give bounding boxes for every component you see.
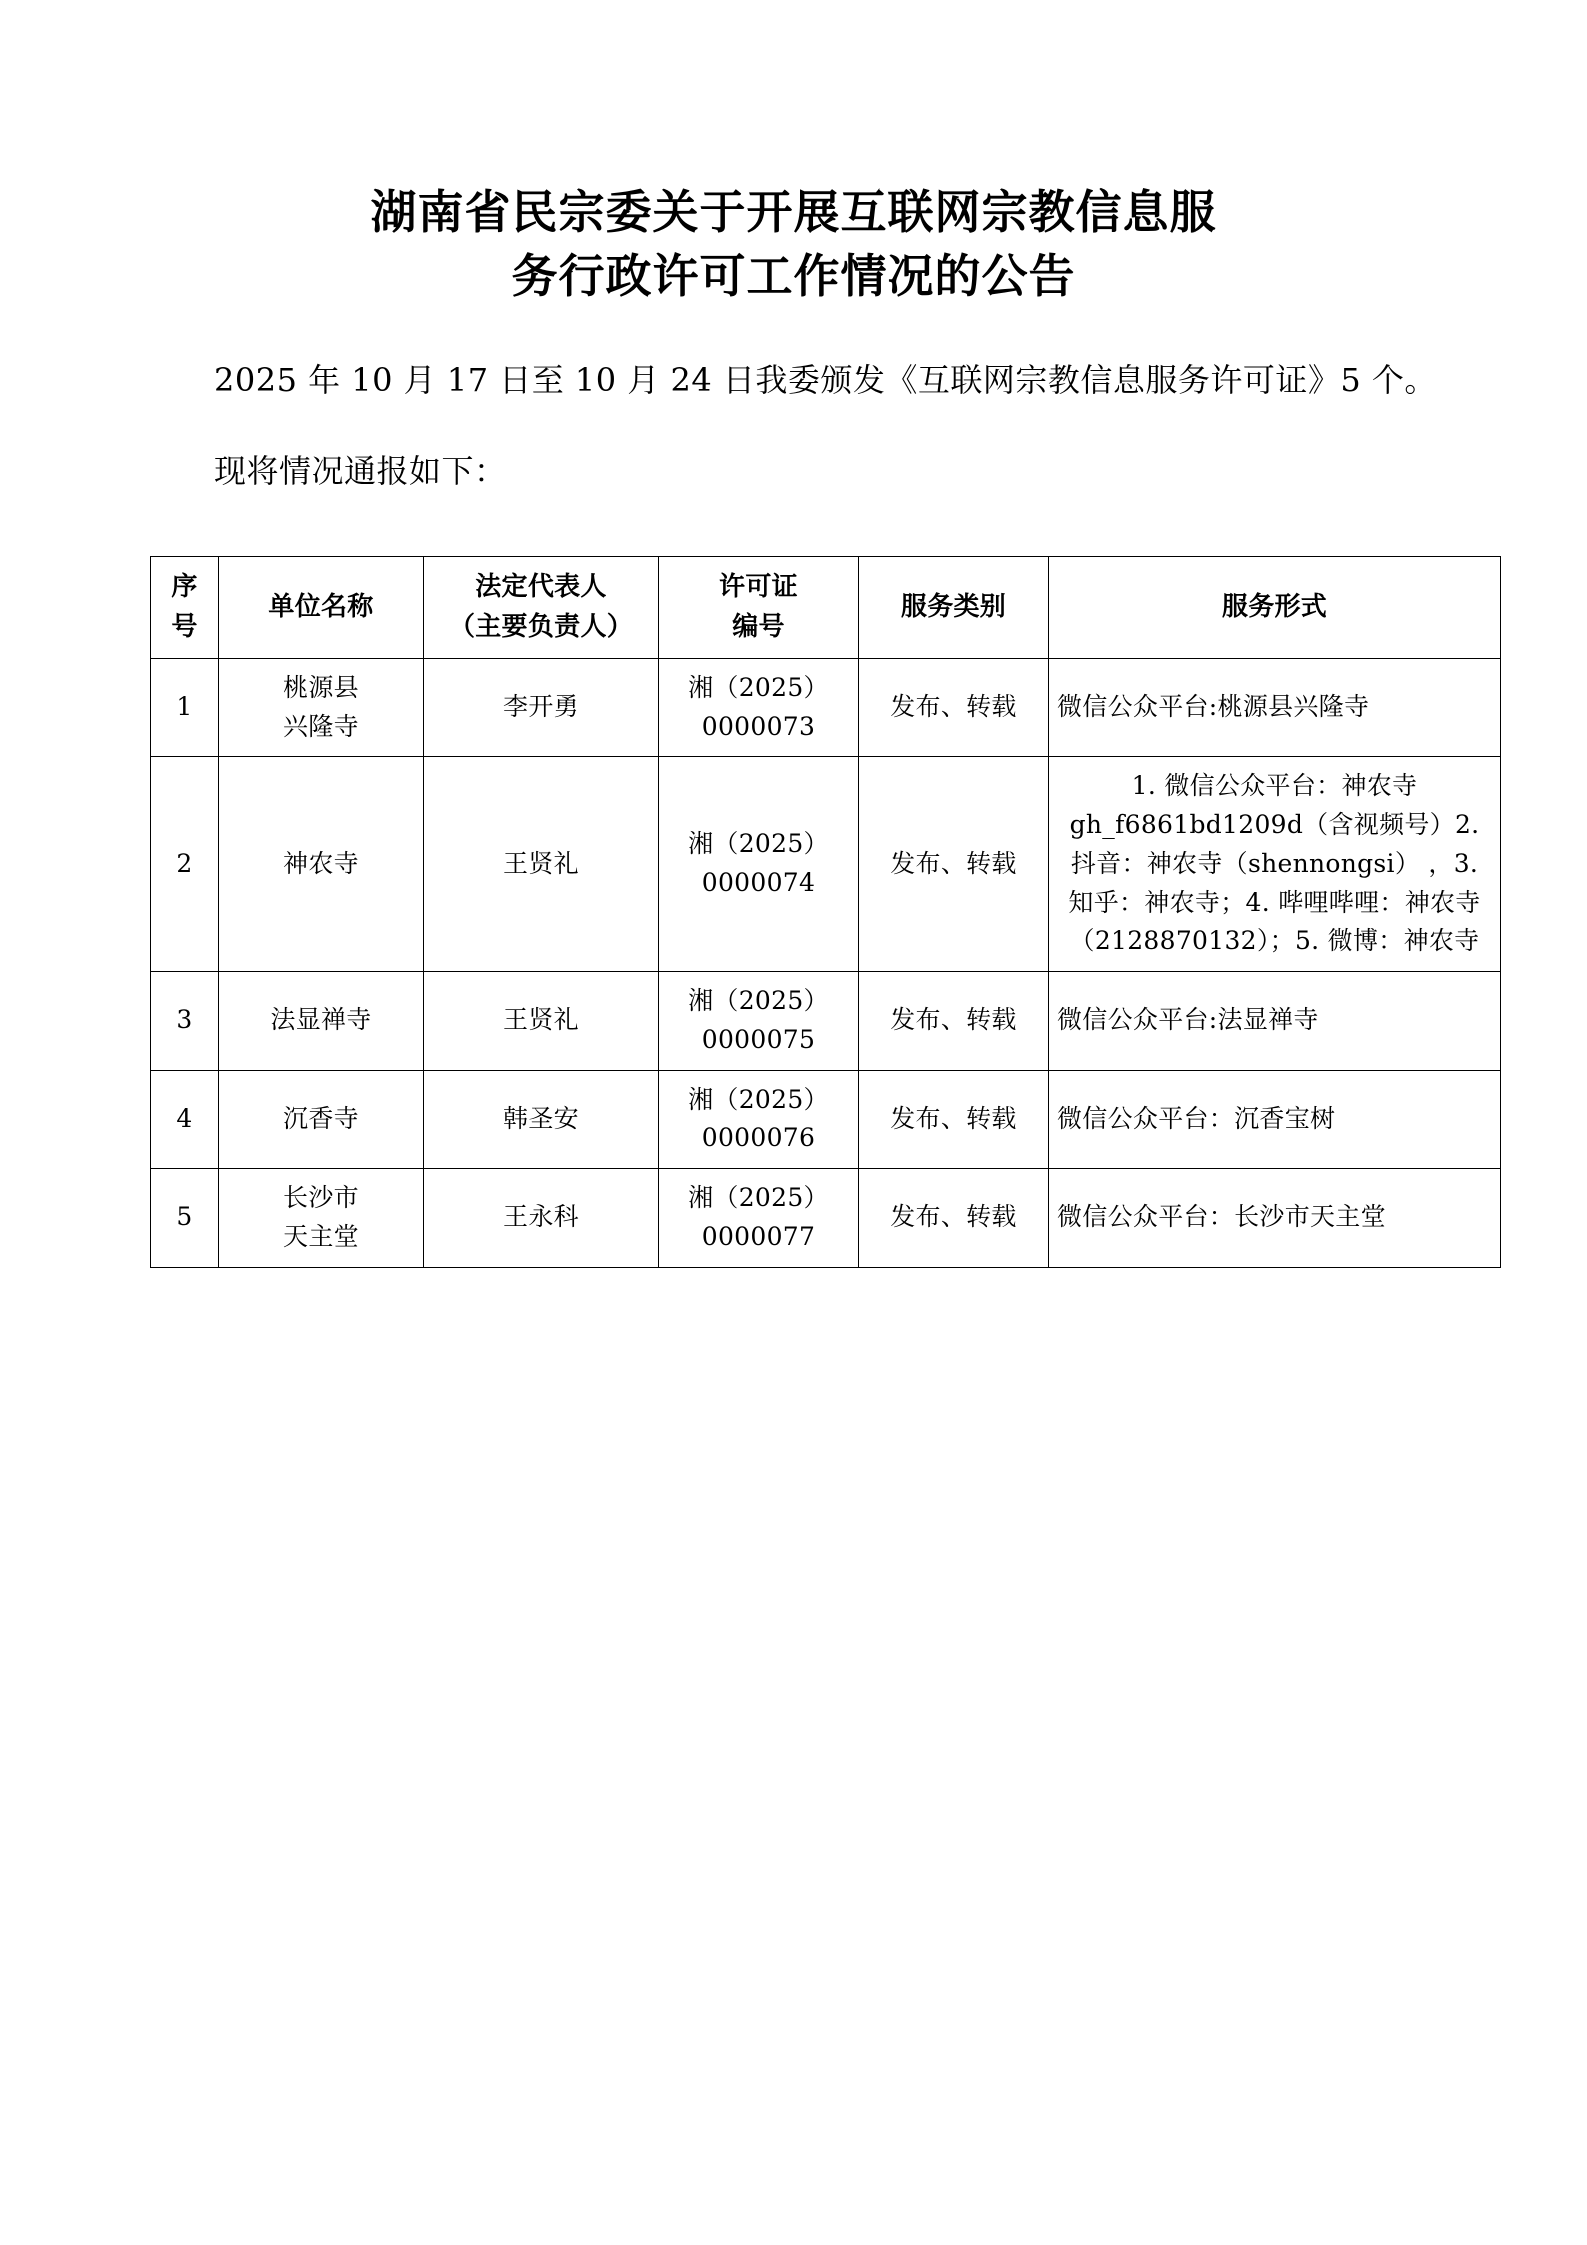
cell-unit (219, 1070, 424, 1169)
cell-unit-line-1: 法显禅寺 (270, 1005, 372, 1035)
cell-license-line-2: 0000074 (701, 868, 816, 898)
cell-serial: 3 (151, 972, 219, 1071)
paragraph-summary: 2025 年 10 月 17 日至 10 月 24 日我委颁发《互联网宗教信息服务许可证》5 个。 (214, 360, 1437, 399)
table-row (151, 1169, 1501, 1268)
page-title-line-2: 务行政许可工作情况的公告 (511, 249, 1076, 304)
cell-unit (219, 1169, 424, 1268)
cell-serial: 4 (151, 1070, 219, 1169)
paragraph-intro: 现将情况通报如下： (214, 451, 507, 490)
cell-service-type: 发布、转载 (859, 1169, 1049, 1268)
table-header-representative (424, 557, 659, 659)
cell-service-type: 发布、转载 (859, 972, 1049, 1071)
cell-unit-line-2: 兴隆寺 (283, 711, 359, 741)
table-header-serial (151, 557, 219, 659)
cell-representative: 王贤礼 (424, 757, 659, 972)
table-header-unit: 单位名称 (219, 557, 424, 659)
cell-license (659, 757, 859, 972)
table-header-row (151, 557, 1501, 659)
cell-service-form: 微信公众平台：长沙市天主堂 (1049, 1169, 1501, 1268)
cell-license (659, 972, 859, 1071)
cell-unit-line-1: 神农寺 (283, 848, 359, 878)
cell-unit-line-1: 桃源县 (283, 672, 359, 702)
table-row (151, 972, 1501, 1071)
table-header-service-form: 服务形式 (1049, 557, 1501, 659)
cell-license-line-1: 湘（2025） (688, 1183, 829, 1212)
cell-service-type: 发布、转载 (859, 658, 1049, 757)
page-title-line-1: 湖南省民宗委关于开展互联网宗教信息服 (370, 185, 1217, 239)
table-header-representative-line-2: （主要负责人） (448, 612, 634, 643)
cell-representative: 韩圣安 (424, 1070, 659, 1169)
cell-unit-line-1: 长沙市 (283, 1183, 359, 1212)
cell-license-line-1: 湘（2025） (688, 829, 829, 859)
cell-unit-line-2: 天主堂 (283, 1221, 359, 1251)
cell-service-form: 微信公众平台：沉香宝树 (1049, 1070, 1501, 1169)
cell-unit-line-1: 沉香寺 (283, 1103, 359, 1133)
cell-service-form: 微信公众平台:法显禅寺 (1049, 972, 1501, 1071)
table-row (151, 658, 1501, 757)
cell-serial: 5 (151, 1169, 219, 1268)
cell-service-form: 1. 微信公众平台：神农寺 gh_f6861bd1209d（含视频号）2. 抖音：神农寺（shennongsi） ，3. 知乎：神农寺；4. 哔哩哔哩：神农寺（2128870132）；5. 微博：神农寺 (1049, 757, 1501, 972)
cell-representative: 王贤礼 (424, 972, 659, 1071)
cell-license (659, 1070, 859, 1169)
cell-license-line-1: 湘（2025） (688, 672, 829, 702)
cell-license-line-2: 0000075 (701, 1024, 816, 1054)
cell-unit (219, 972, 424, 1071)
table-header-serial-line-2: 号 (171, 612, 198, 643)
table-header-license-line-2: 编号 (732, 612, 785, 643)
cell-license-line-2: 0000076 (701, 1123, 816, 1153)
cell-representative: 王永科 (424, 1169, 659, 1268)
cell-representative: 李开勇 (424, 658, 659, 757)
cell-license (659, 1169, 859, 1268)
cell-license-line-1: 湘（2025） (688, 986, 829, 1015)
cell-unit (219, 757, 424, 972)
cell-license (659, 658, 859, 757)
cell-service-type: 发布、转载 (859, 1070, 1049, 1169)
table-row (151, 757, 1501, 972)
table-header-license (659, 557, 859, 659)
cell-serial: 2 (151, 757, 219, 972)
cell-license-line-2: 0000077 (701, 1221, 816, 1251)
cell-license-line-1: 湘（2025） (688, 1084, 829, 1114)
table-header-license-line-1: 许可证 (719, 572, 798, 603)
table-row (151, 1070, 1501, 1169)
cell-license-line-2: 0000073 (701, 711, 816, 741)
table-header-representative-line-1: 法定代表人 (475, 572, 607, 603)
table-header-serial-line-1: 序 (171, 572, 198, 603)
page-title (264, 180, 1324, 309)
cell-serial: 1 (151, 658, 219, 757)
cell-service-type: 发布、转载 (859, 757, 1049, 972)
table-header-service-type: 服务类别 (859, 557, 1049, 659)
cell-service-form: 微信公众平台:桃源县兴隆寺 (1049, 658, 1501, 757)
license-table (150, 556, 1501, 1267)
cell-unit (219, 658, 424, 757)
